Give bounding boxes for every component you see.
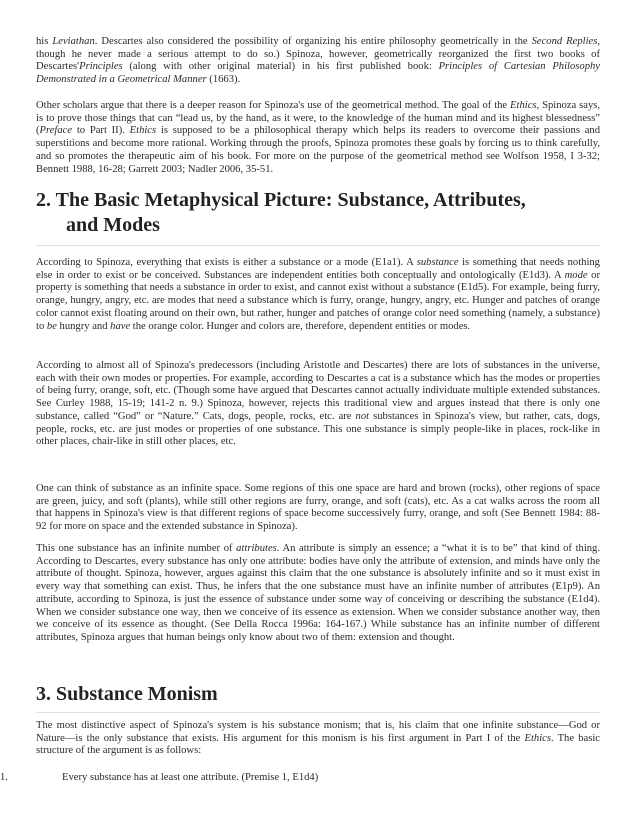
paragraph-leviathan bbox=[36, 36, 600, 87]
text: the orange color. Hunger and colors are, therefore, dependent entities or modes. bbox=[130, 320, 471, 332]
text: According to almost all of Spinoza's predecessors (including Aristotle and Descartes) there are lots of substances in the universe, each with their own modes or properties. For example, according to Descartes a cat is a substance which has the modes or properties of being furry, orange, soft, etc. (Though some have argued that Descartes cannot actually individuate multiple extended substances. See Curley 1988, 15-19; 141-2 n. 9.) Spinoza, however, rejects this traditional view and argues instead that there is only one substance, called “God” or “Nature.” Cats, dogs, people, rocks, etc. are bbox=[36, 360, 600, 422]
text: or property is something that needs a substance in order to exist, and cannot exist without a substance (E1d5). For example, being furry, orange, hungry, angry, etc. are modes that need a substance which is furry, orange, hungry, angry, etc. Hunger and patches of orange color cannot exist floating around on their own, but rather, hunger and patches of orange color need something (namely, a substance) to bbox=[36, 269, 600, 332]
paragraph-predecessors bbox=[36, 360, 600, 449]
text: hungry and bbox=[56, 320, 111, 332]
text: , Spinoza says, is to prove those things that can “lead us, by the hand, as it were, to the knowledge of the human mind and its highest blessedness” ( bbox=[36, 100, 601, 137]
paragraph-infinite-space bbox=[36, 483, 600, 534]
italic-term: not bbox=[355, 410, 370, 422]
italic-term: attributes bbox=[236, 543, 277, 554]
heading-line: and Modes bbox=[66, 214, 160, 236]
text: is something that needs nothing else in order to exist or be conceived. Substances are independent entities both conceptually and ontologically (E1d3). A bbox=[36, 257, 600, 281]
italic-title: Ethics bbox=[129, 125, 157, 137]
text: (1663). bbox=[206, 74, 241, 86]
heading-line: 2. The Basic Metaphysical Picture: Substance, Attributes, bbox=[36, 189, 526, 211]
section-heading-2 bbox=[36, 188, 600, 238]
list-item-text: Every substance has at least one attribute. (Premise 1, E1d4) bbox=[62, 772, 319, 783]
italic-title: Principles of Cartesian Philosophy Demonstrated in a Geometrical Manner bbox=[36, 61, 601, 86]
text: . The basic structure of the argument is as follows: bbox=[36, 732, 600, 757]
text: (along with other original material) in his first published book: bbox=[122, 61, 439, 73]
italic-title: Leviathan bbox=[52, 36, 95, 47]
text: This one substance has an infinite number of bbox=[36, 543, 237, 554]
italic-title: Second Replies bbox=[531, 36, 598, 47]
paragraph-substance-monism bbox=[36, 720, 600, 758]
italic-term: have bbox=[110, 320, 131, 332]
list-item-number: 1. bbox=[0, 772, 8, 783]
text: . An attribute is simply an essence; a “what it is to be” that kind of thing. According to Descartes, every substance has only one attribute: bodies have only the attribute of extension, and minds have only the attribute of thought. Spinoza, however, argues against this claim that the one substance is absolutely infinite and so it must exist in every way that something can exist. Thus, he infers that the one substance must have an infinite number of attributes (E1p9). An attribute, according to Spinoza, is just the essence of substance under some way of conceiving or describing the substance (E1d4). When we consider substance one way, then we conceive of its essence as extension. When we consider substance another way, then we conceive of its essence as thought. (See Della Rocca 1996a: 164-167.) While substance has an infinite number of different attributes, Spinoza argues that human beings only know about two of them: extension and thought. bbox=[36, 543, 601, 643]
italic-title: Ethics bbox=[524, 732, 551, 744]
italic-title: Preface bbox=[39, 125, 73, 137]
heading-rule bbox=[36, 245, 600, 246]
italic-title: Principles bbox=[79, 61, 123, 73]
paragraph-geometric-method bbox=[36, 100, 600, 176]
list-item bbox=[0, 772, 638, 786]
italic-term: be bbox=[46, 320, 57, 332]
heading-line: 3. Substance Monism bbox=[36, 683, 218, 705]
paragraph-attributes bbox=[36, 543, 600, 645]
text: his bbox=[36, 36, 53, 47]
text: to Part II). bbox=[72, 125, 130, 137]
text: . Descartes also considered the possibility of organizing his entire philosophy geometrically in the bbox=[94, 36, 532, 47]
text: One can think of substance as an infinite space. Some regions of this one space are hard and brown (rocks), other regions of space are green, juicy, and soft (plants), while still other regions are furry, orange, and soft (cats), etc. As a cat walks across the room all that happens in Spinoza's view is that different regions of space become successively furry, orange, and soft (See Bennett 1984: 88-92 for more on space and the extended substance in Spinoza). bbox=[36, 483, 600, 533]
text: substances in Spinoza's view, but rather, cats, dogs, people, rocks, etc. are just modes or properties of one substance. This one substance is simply people-like in places, rock-like in other places, chair-like in still other places, etc. bbox=[36, 410, 600, 448]
paragraph-substance-mode bbox=[36, 257, 600, 333]
text: Other scholars argue that there is a deeper reason for Spinoza's use of the geometrical method. The goal of the bbox=[36, 100, 511, 111]
section-heading-3 bbox=[36, 682, 600, 707]
italic-term: mode bbox=[564, 269, 588, 281]
text: , though he never made a serious attempt to do so.) Spinoza, however, geometrically reorganized the first two books of Descartes' bbox=[36, 36, 601, 73]
italic-title: Ethics bbox=[510, 100, 537, 111]
text: According to Spinoza, everything that exists is either a substance or a mode (E1a1). A bbox=[36, 257, 417, 268]
heading-rule bbox=[36, 712, 600, 713]
text: The most distinctive aspect of Spinoza's system is his substance monism; that is, his claim that one infinite substance—God or Nature—is the only substance that exists. His argument for this monism is his first argument in Part I of the bbox=[36, 720, 600, 744]
text: is supposed to be a philosophical therapy which helps its readers to overcome their passions and superstitions and become more rational. Working through the proofs, Spinoza promotes these goals by forcing us to think carefully, and so promotes the therapeutic aim of his book. For more on the purpose of the geometrical method see Wolfson 1958, I 3-32; Bennett 1988, 16-28; Garrett 2003; Nadler 2006, 35-51. bbox=[36, 125, 600, 175]
italic-term: substance bbox=[416, 257, 459, 268]
